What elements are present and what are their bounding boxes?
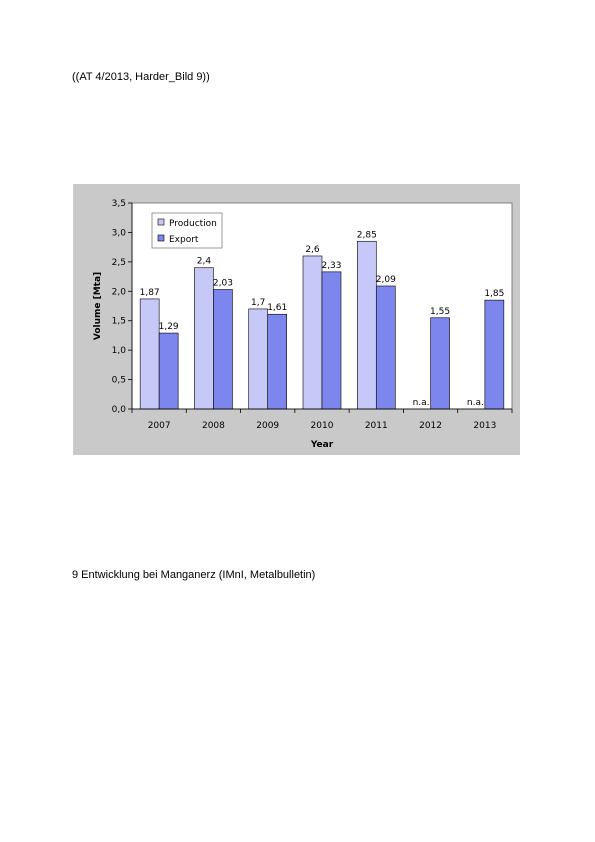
- legend-label-production: Production: [169, 219, 217, 229]
- data-label: 1,55: [430, 306, 451, 317]
- y-tick-label: 1,0: [111, 346, 126, 357]
- bar-production-2007: [140, 299, 159, 409]
- y-tick-label: 0,0: [111, 405, 126, 415]
- bar-export-2009: [268, 314, 287, 409]
- y-tick-label: 2,5: [111, 257, 126, 268]
- data-label: 1,29: [158, 322, 179, 333]
- data-label: 1,85: [484, 289, 505, 300]
- bar-production-2008: [194, 268, 213, 409]
- legend: [152, 213, 222, 248]
- bar-chart: [73, 184, 520, 455]
- bar-export-2013: [485, 300, 504, 409]
- data-label: 1,61: [267, 303, 288, 314]
- bar-export-2010: [322, 272, 341, 409]
- x-category-label: 2010: [310, 421, 334, 431]
- data-label: n.a.: [466, 398, 484, 408]
- y-axis-title: Volume [Mta]: [93, 271, 103, 341]
- bar-export-2012: [431, 318, 450, 409]
- x-category-label: 2008: [201, 421, 225, 431]
- x-category-label: 2009: [256, 421, 280, 431]
- data-label: 2,4: [196, 256, 212, 267]
- bar-production-2011: [357, 241, 376, 409]
- bar-export-2007: [159, 333, 178, 409]
- legend-swatch-production: [158, 219, 164, 225]
- data-label: 1,87: [139, 287, 160, 298]
- data-label: 2,03: [212, 278, 233, 289]
- data-label: 2,33: [321, 260, 342, 271]
- y-tick-label: 3,0: [111, 228, 126, 239]
- x-category-label: 2007: [147, 421, 171, 431]
- x-category-label: 2012: [419, 421, 443, 431]
- data-label: 2,6: [305, 244, 320, 255]
- bar-export-2011: [376, 286, 395, 409]
- bar-production-2009: [249, 309, 268, 409]
- x-axis-title: Year: [310, 440, 334, 450]
- y-tick-label: 1,5: [111, 316, 126, 327]
- chart-frame: [73, 184, 520, 455]
- data-label: 2,09: [375, 274, 396, 285]
- legend-swatch-export: [158, 235, 164, 241]
- figure-reference: ((AT 4/2013, Harder_Bild 9)): [72, 71, 210, 83]
- x-category-label: 2011: [364, 421, 388, 431]
- data-label: n.a.: [412, 398, 430, 408]
- y-tick-label: 3,5: [111, 199, 126, 209]
- y-tick-label: 0,5: [111, 375, 126, 386]
- figure-caption: 9 Entwicklung bei Manganerz (IMnI, Metalbulletin): [72, 569, 316, 581]
- bar-production-2010: [303, 256, 322, 409]
- bar-export-2008: [213, 290, 232, 409]
- y-tick-label: 2,0: [111, 287, 126, 298]
- legend-label-export: Export: [169, 235, 199, 245]
- data-label: 2,85: [356, 230, 377, 241]
- x-category-label: 2013: [473, 421, 497, 431]
- data-label: 1,7: [251, 297, 266, 308]
